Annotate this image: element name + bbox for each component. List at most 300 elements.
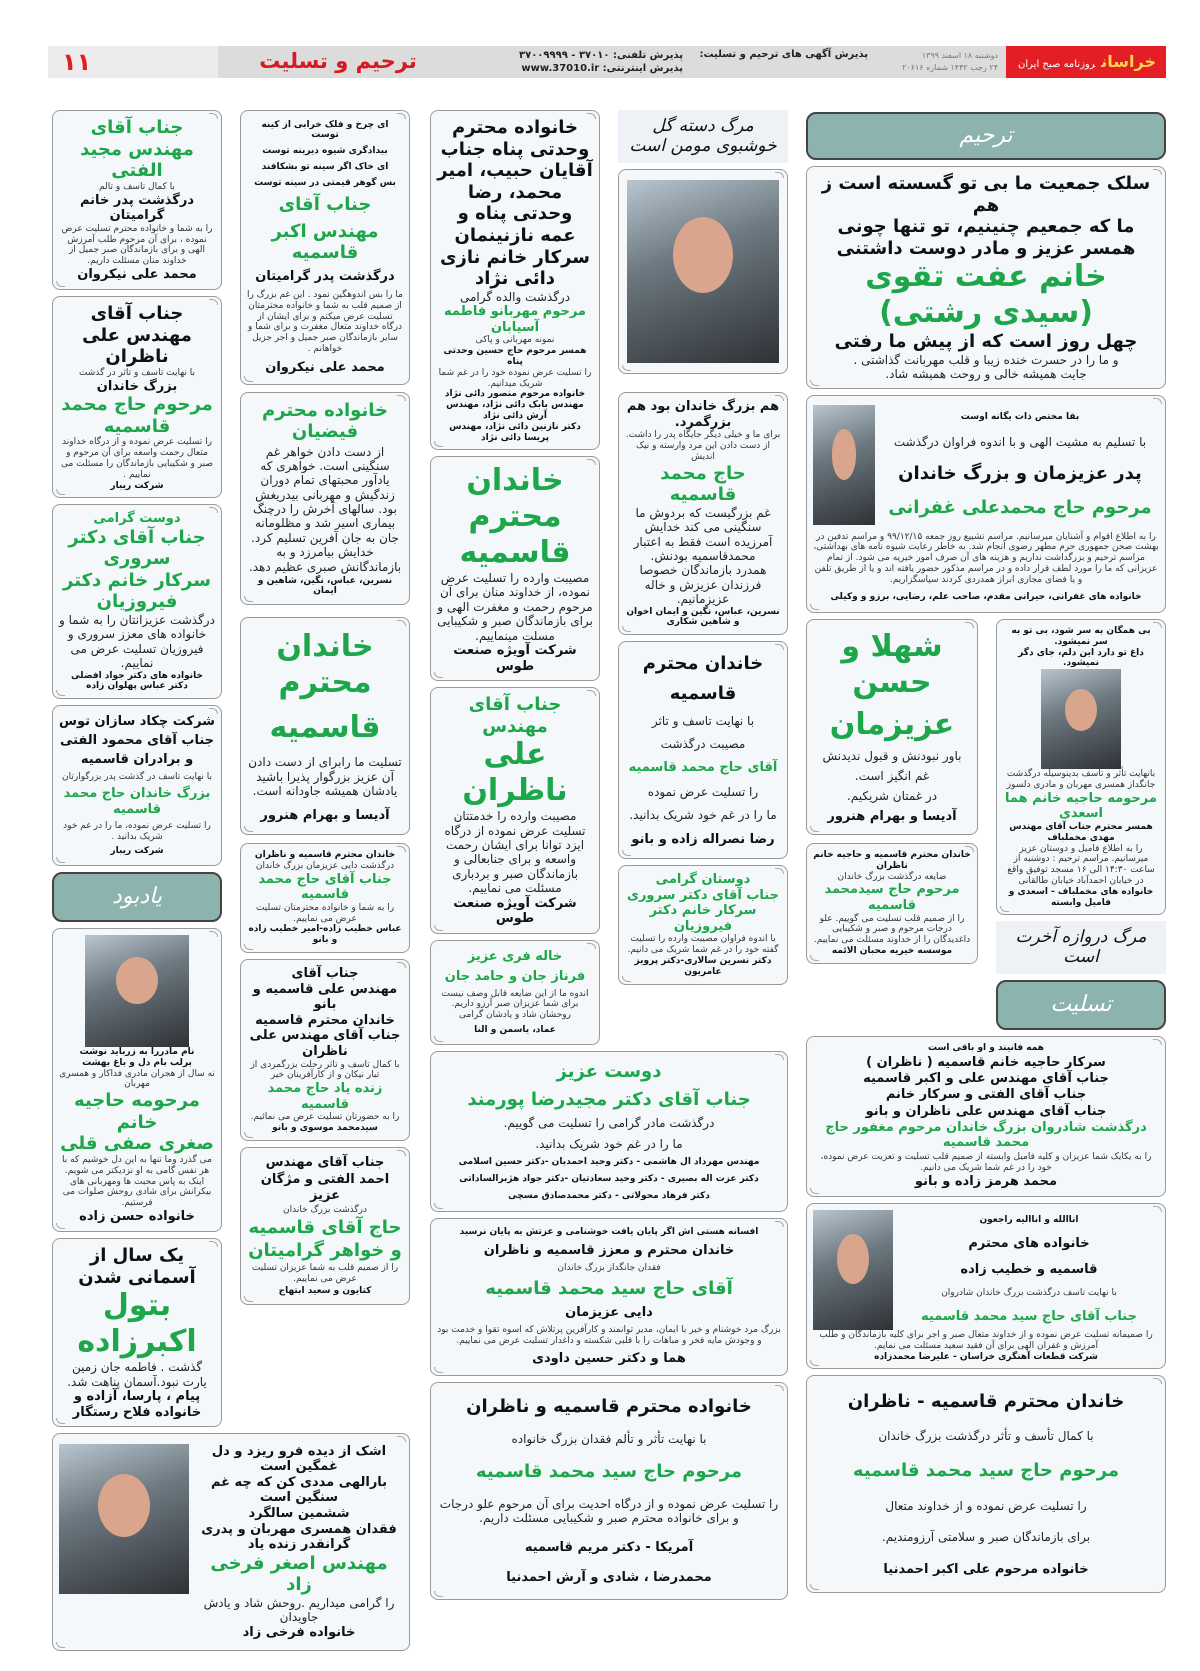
ad-text-line: پیام ، پارسا، آزاده و: [73, 1388, 201, 1404]
condolence-ad: [618, 169, 788, 374]
section-banner: [806, 112, 1166, 160]
deceased-name: بتول اکبرزاده: [77, 1288, 197, 1360]
deceased-name: بزرگ خاندان حاج محمد قاسمیه: [63, 786, 211, 817]
ad-text-line: مصیبت وارده را تسلیت عرض نموده، از خداوند منان برای آن مرحوم رحمت و مغفرت الهی و برای بازماندگان صبر و شکیبایی مسلت مینماییم.: [437, 571, 593, 643]
deceased-name: جناب آقای دکتر سروری: [68, 526, 206, 570]
date-line: دوشنبه ۱۸ اسفند ۱۳۹۹: [921, 51, 998, 60]
deceased-name: جناب آقای دکتر سروری: [627, 887, 779, 903]
flourish-icon: [397, 113, 406, 119]
ad-text-line: را به حضورتان تسلیت عرض می نمائیم.: [250, 1112, 400, 1123]
phone-line: پذیرش تلفنی: ۳۷۰۱۰ - ۳۷۰۰۹۹۹۹: [519, 50, 683, 61]
logo-tagline: روزنامه صبح ایران: [1018, 59, 1096, 70]
ad-text-line: و ما را در حسرت خنده زیبا و قلب مهربانت گذاشتی .: [853, 352, 1119, 367]
condolence-ad: [996, 619, 1166, 915]
flourish-icon: [587, 690, 596, 696]
deceased-name: درگذشت شادروان بزرگ خاندان مرحوم مغفور حاج محمد قاسمیه: [825, 1119, 1147, 1151]
ad-text-line: با نهایت تاسف در گذشت پدر بزرگوارتان: [61, 771, 213, 782]
issue-date: [878, 50, 998, 74]
flourish-icon: [622, 365, 631, 371]
condolence-ad: [430, 687, 600, 934]
ad-text-line: خانواده فلاح رستگار: [72, 1404, 202, 1420]
ad-text-line: همسر عزیز و مادر دوست داشتنی: [836, 237, 1136, 259]
deceased-name: خانواده محترم فیضیان: [262, 399, 388, 443]
flourish-icon: [775, 1221, 784, 1227]
portrait-photo: [813, 405, 875, 525]
quote-panel: [618, 110, 788, 163]
ad-text-line: محمد هرمز زاده و بانو: [914, 1173, 1058, 1189]
flourish-icon: [397, 620, 406, 626]
newspaper-logo: [1006, 46, 1166, 78]
flourish-icon: [775, 868, 784, 874]
deceased-name: مرحوم حاج سیدمحمد قاسمیه: [824, 882, 960, 913]
flourish-icon: [622, 850, 631, 856]
ad-text-line: دکتر عزت اله بصیری - دکتر وحید سعادتیان -دکتر جواد هژبرالساداتی: [459, 1174, 759, 1185]
ad-text-line: اندوه ما از این ضایعه قابل وصف نیست برای شما عزیزان صبر آرزو داریم. روحشان شاد و یادشان گرامی: [441, 988, 589, 1021]
flourish-icon: [434, 1036, 443, 1042]
flourish-icon: [434, 1591, 443, 1597]
condolence-ad: [240, 392, 410, 605]
flourish-icon: [587, 113, 596, 119]
ad-text-line: خانواده مرحوم منصور دائی نژاد: [444, 389, 586, 400]
ad-text-line: همسر مرحوم حاج حسین وحدتی پناه: [443, 346, 587, 367]
flourish-icon: [56, 1418, 65, 1424]
ad-text-line: جایت همیشه خالی و روحت همیشه شاد.: [885, 367, 1087, 382]
ad-text-line: مرگ دسته گل خوشبوی مومن است: [629, 116, 777, 157]
condolence-ad: [430, 1218, 788, 1376]
ad-text-line: در غمتان شریکیم.: [846, 789, 938, 804]
condolence-ad: [240, 959, 410, 1141]
web-line[interactable]: پذیرش اینترنتی: www.37010.ir: [521, 63, 683, 74]
flourish-icon: [622, 976, 631, 982]
deceased-name: آقای حاج سید محمد قاسمیه: [485, 1278, 733, 1300]
condolence-ad: [240, 617, 410, 835]
flourish-icon: [775, 1054, 784, 1060]
deceased-name: جناب آقای: [278, 194, 372, 216]
ad-text-line: خاندان محترم قاسمیه: [255, 1012, 395, 1028]
ad-text-line: شرکت ریبار: [110, 846, 164, 857]
ad-text-line: را تسلیت عرض نموده و از درگاه خداوند متعال رحمت واسعه برای آن مرحوم و صبر و شکیبایی بازماندگان را مسئلت می نماییم .: [60, 437, 214, 480]
ad-text-line: جناب آقای محمود الفتی: [59, 733, 215, 749]
ad-text-line: سلک جمعیت ما بی تو گسسته است ز هم: [821, 173, 1151, 216]
ad-text-line: شرکت قطعات آهنگری خراسان - علیرضا محمدزاده: [874, 1351, 1098, 1362]
flourish-icon: [810, 1584, 819, 1590]
deceased-name: قاسمیه: [269, 709, 381, 745]
flourish-icon: [397, 1436, 406, 1442]
ad-text-line: را به شما و خانواده محترم تسلیت عرض نموده ، برای آن مرحوم طلب آمرزش الهی و برای بازماندگان صبر جمیل از خداوند منان مسئلت داریم.: [61, 223, 213, 267]
flourish-icon: [397, 1150, 406, 1156]
flourish-icon: [209, 507, 218, 513]
ad-text-line: خانواده های غفرانی، حیرانی مقدم، صاحب علم، رضایی، برزو و وکیلی: [830, 592, 1142, 602]
flourish-icon: [397, 846, 406, 852]
deceased-name: سرکار خانم دکتر فیروزیان: [649, 903, 757, 934]
ad-text-line: جناب آقای: [90, 303, 184, 324]
logo-name: خراسان: [1101, 52, 1156, 71]
condolence-ad: [240, 843, 410, 953]
deceased-name: علی ناظران: [462, 737, 568, 809]
ad-text-line: خانواده محترم قاسمیه و ناظران: [466, 1396, 752, 1418]
ad-text-line: فقدان همسری مهربان و پدری: [201, 1521, 397, 1537]
ad-text-line: را از صمیم قلب به شما عزیزان تسلیت عرض می نماییم.: [251, 1263, 399, 1285]
condolence-ad: [806, 1036, 1166, 1197]
ad-text-line: احمد الفتی و مژگان عزیز: [260, 1171, 390, 1203]
ad-text-line: آدیسا و بهرام هنرور: [260, 807, 390, 823]
ad-text-line: بس گوهر قیمتی در سینه توست: [254, 178, 396, 189]
ad-text-line: باور نبودنش و قبول ندیدنش: [822, 748, 962, 763]
ad-text-line: ششمین سالگرد: [248, 1506, 350, 1522]
flourish-icon: [1153, 622, 1162, 628]
ad-text-line: همسر محترم جناب آقای مهندس مهدی مخملباف: [1009, 821, 1153, 843]
issue-number: ۲۴ رجب ۱۴۴۲ شماره ۲۰۶۱۶: [902, 63, 998, 72]
ad-text-line: مهندس مهرداد ال هاشمی - دکتر وحید احمدیان -دکتر حسین اسلامی: [458, 1157, 760, 1168]
ad-text-line: می گذرد وما تنها به این دل خوشیم که با هر نفس گامی به او نزدیکتر می شویم. اینک به پاس محبت ها ومهربانی های بیکرانش برای شادی روحش صلوات می فرستیم.: [61, 1154, 212, 1209]
ad-text-line: هم بزرگ خاندان بود هم بزرگمرد.: [626, 399, 780, 430]
ad-text-line: مهندس علی قاسمیه و بانو: [252, 981, 398, 1013]
ad-text-line: برای ما و خیلی دیگر جایگاه پدر را داشت.: [625, 430, 781, 441]
ad-text-line: موسسه خیریه محبان الائمه: [831, 945, 953, 956]
acceptance-label: پذیرش آگهی های ترحیم و تسلیت:: [699, 49, 868, 60]
ad-text-line: شرکت آویژه صنعت طوس: [453, 642, 577, 674]
deceased-name: مهندس اکبر قاسمیه: [271, 220, 379, 264]
ad-text-line: خاندان محترم و معزز قاسمیه و ناظران: [483, 1242, 735, 1258]
ad-text-line: خانواده مرحوم علی اکبر احمدنیا: [883, 1561, 1089, 1577]
ad-text-line: تسلیت ما رابرای از دست دادن آن عزیز بزرگوار پذیرا باشید یادشان همیشه جاودانه است.: [248, 755, 402, 799]
condolence-ad: [52, 296, 222, 498]
condolence-ad: [240, 1147, 410, 1305]
flourish-icon: [56, 1223, 65, 1229]
ad-text-line: بی همگان به سر شود، بی تو به سر نمیشود.: [1011, 626, 1151, 647]
condolence-ad: [430, 940, 600, 1045]
ad-text-line: خاندان محترم قاسمیه و حاجیه خانم ناظران: [813, 850, 971, 871]
ad-text-line: چهل روز است که از پیش ما رفتی: [834, 331, 1138, 353]
deceased-name: فرناز جان و حامد جان: [444, 968, 586, 984]
condolence-ad: [52, 110, 222, 290]
ad-text-line: بارالهی مددی کن که چه غم سنگین است: [210, 1474, 388, 1506]
ad-text-line: را به یکایک شما عزیزان و کلیه فامیل وابسته از صمیم قلب تسلیت و تعزیت عرض نموده، خود را در غم شما شریک می دانیم.: [820, 1151, 1152, 1173]
ad-text-line: را تسلیت عرض نموده: [647, 785, 759, 800]
deceased-name: خانم عفت تقوی (سیدی رشتی): [865, 259, 1107, 331]
ad-text-line: همه فانیند و او باقی است: [927, 1043, 1045, 1054]
ad-text-line: دکتر عباس پهلوان زاده: [86, 681, 188, 692]
ad-text-line: گذشت . فاطمه جان زمین یارت نبود.آسمان پناهت شد.: [67, 1360, 207, 1389]
ad-text-line: را تسلیت عرض نموده، ما را در غم خود شریک بدانید .: [63, 821, 211, 842]
ad-text-line: با نهایت تاسف درگذشت بزرگ خاندان شادروان: [941, 1288, 1117, 1299]
flourish-icon: [810, 1188, 819, 1194]
ad-text-line: فقدان جانگداز بزرگ خاندان: [557, 1262, 661, 1273]
ad-text-line: دکتر نسرین سالاری-دکتر پرویز عامریون: [634, 955, 772, 977]
condolence-ad: [618, 392, 788, 635]
flourish-icon: [587, 459, 596, 465]
ad-text-line: سیدمحمد موسوی و بانو: [272, 1123, 378, 1134]
flourish-icon: [209, 931, 218, 937]
ad-text-line: با کمال تاسف و تالم: [99, 181, 175, 192]
condolence-ad: [806, 619, 978, 835]
condolence-ad: [52, 1238, 222, 1427]
ad-text-line: شرکت آویژه صنعت طوس: [453, 895, 577, 927]
section-title: ترحیم و تسلیت: [259, 49, 417, 73]
ad-text-line: قاسمیه و خطیب زاده: [960, 1262, 1098, 1278]
ad-text-line: ما که جمعیم چنینیم، تو تنها چونی: [837, 216, 1135, 238]
flourish-icon: [1153, 169, 1162, 175]
deceased-name: خاله فری عزیز: [467, 949, 563, 965]
ad-text-line: با نهایت تاسف و تاثر: [651, 713, 755, 728]
ad-text-line: خانواده های محترم: [968, 1236, 1090, 1252]
ad-text-line: عباس خطیب زاده-امیر خطیب زاده و بانو: [248, 924, 402, 946]
quote-panel: [996, 921, 1166, 974]
flourish-icon: [775, 172, 784, 178]
flourish-icon: [397, 962, 406, 968]
ad-text-line: را صمیمانه تسلیت عرض نموده و از خداوند متعال صبر و اجر برای کلیه بازماندگان و طلب آمرزش و غفران الهی برای آن فقید سعید مسئلت می نمایم.: [819, 1330, 1153, 1351]
ad-text-line: مهندس بابک دائی نژاد، مهندس آرش دائی نژاد: [446, 400, 584, 421]
ad-text-line: خانواده های دکتر جواد افضلی: [71, 670, 203, 681]
ad-text-line: دایی عزیزمان: [565, 1304, 653, 1320]
ad-text-line: درگذشت پدر خانم گرامیتان: [79, 192, 195, 224]
ad-text-line: ما را در غم خود شریک بدانید.: [535, 1136, 683, 1151]
flourish-icon: [244, 1296, 253, 1302]
flourish-icon: [810, 604, 819, 610]
condolence-ad: [430, 456, 600, 681]
ad-text-line: خاندان محترم قاسمیه - ناظران: [847, 1390, 1125, 1412]
ad-text-line: برای بازماندگان صبر و سلامتی آرزومندیم.: [881, 1530, 1091, 1545]
flourish-icon: [775, 395, 784, 401]
ad-text-line: غم بزرگیست که بردوش ما سنگینی می کند خدایش آمرزیده است فقط به اعتبار محمدقاسمیه بودنش.: [633, 505, 773, 563]
ad-text-line: داغ تو دارد این دلم، جای دگر نمیشود.: [1018, 647, 1144, 669]
ad-text-line: درگذشت بزرگ خاندان: [283, 1204, 367, 1215]
condolence-ad: [806, 395, 1166, 613]
condolence-ad: [806, 166, 1166, 389]
ad-text-line: عماد، یاسمن و النا: [474, 1025, 556, 1036]
contact-info: [468, 49, 683, 75]
deceased-name: مهندس مجید الفتی: [80, 138, 194, 182]
flourish-icon: [434, 672, 443, 678]
ad-text-line: درگذشت دایی عزیزمان بزرگ خاندان: [255, 860, 395, 871]
ad-text-line: با کمال تأسف و تأثر درگذشت بزرگ خاندان: [878, 1429, 1094, 1444]
ad-text-line: بزرگ خاندان: [96, 378, 178, 394]
ad-text-line: را به شما و خانواده محترمتان تسلیت عرض می نماییم.: [255, 902, 395, 924]
ad-text-line: آدیسا و بهرام هنرور: [827, 809, 957, 825]
condolence-ad: [618, 865, 788, 985]
flourish-icon: [1000, 906, 1009, 912]
ad-text-line: مهندس علی ناظران: [82, 324, 192, 368]
condolence-ad: [806, 1203, 1166, 1369]
ad-text-line: جناب آقای الفتی و سرکار خانم: [885, 1087, 1087, 1103]
condolence-ad: [52, 504, 222, 699]
flourish-icon: [434, 925, 443, 931]
flourish-icon: [775, 1385, 784, 1391]
page-number: ۱۱: [48, 46, 218, 78]
deceased-name: دوستان گرامی: [655, 872, 751, 887]
ad-text-line: از دست دادن این مرد وارسته و نیک اندیش: [636, 440, 770, 462]
flourish-icon: [209, 113, 218, 119]
ad-text-line: یک سال از آسمانی شدن: [78, 1245, 196, 1288]
ad-text-line: و برادران قاسمیه: [80, 752, 194, 768]
ad-text-line: دکتر نازنین دائی نژاد، مهندس پریسا دائی نژاد: [449, 421, 581, 443]
ad-text-line: را تسلیت عرض نموده و از درگاه احدیت برای آن مرحوم علو درجات و برای خانواده محترم صبر و شکیبایی مسئلت داریم.: [439, 1497, 779, 1526]
portrait-photo: [627, 180, 779, 363]
flourish-icon: [810, 1360, 819, 1366]
ad-text-line: اشک از دیده فرو ریزد و دل غمگین است: [211, 1443, 387, 1475]
ad-text-line: کتایون و سعید ابتهاج: [278, 1286, 372, 1297]
ad-text-line: خانواده های مخملباف - اسعدی و فامیل وابسته: [1008, 886, 1154, 908]
deceased-name: خاندان محترم: [466, 463, 564, 534]
ad-text-line: با تسلیم به مشیت الهی و با اندوه فراوان درگذشت: [893, 435, 1147, 450]
deceased-name: حاج آقای قاسمیه: [248, 1216, 402, 1238]
ad-text-line: را به اطلاع فامیل و دوستان عزیز میرسانیم. مراسم ترحیم : دوشنبه از ساعت ۱۴:۳۰ الی ۱۶ مسجد توفیق واقع در خیابان احمدآباد خیابان طالقانی: [1007, 843, 1155, 886]
deceased-name: صغری صفی قلی: [60, 1133, 214, 1155]
page-header: [48, 46, 1166, 78]
ad-text-line: ما را بس اندوهگین نمود . این غم بزرگ را از صمیم قلب به شما و خانواده محترمتان تسلیت عرض میکنم و برای ایشان از درگاه خداوند متعال مغفرت و برای شما و سایر بازماندگان صبر جمیل و اجر جزیل خواهانم .: [247, 289, 403, 354]
ad-text-line: نه سال از هجران مادری فداکار و همسری مهربان: [59, 1068, 215, 1090]
deceased-name: شهلا و حسن: [841, 628, 943, 700]
deceased-name: مرحومه حاجیه خانم هما اسعدی: [1005, 790, 1157, 822]
ad-text-line: با کمال تاسف و تاثر رحلت بزرگمردی از تبار نیکان و از کارآفرینان خیر: [250, 1059, 400, 1081]
deceased-name: مرحوم حاج سید محمد قاسمیه: [852, 1460, 1120, 1482]
flourish-icon: [810, 826, 819, 832]
ad-text-line: بقا مختص ذات یگانه اوست: [960, 411, 1080, 422]
ad-text-line: محمد علی نیکروان: [265, 359, 385, 375]
ad-text-line: را از صمیم قلب تسلیت می گوییم. علو درجات مرحوم و صبر و شکیبایی داغدیدگان را از خداوند مسئلت می نماییم.: [813, 913, 971, 946]
ad-text-line: افسانه هستی اش اگر پایان یافت خوشنامی و عزتش به پایان نرسید: [459, 1227, 759, 1238]
section-banner: [996, 980, 1166, 1030]
flourish-icon: [810, 380, 819, 386]
flourish-icon: [587, 943, 596, 949]
ad-text-line: مصیبت وارده را خدمتتان تسلیت عرض نموده از درگاه ایزد توانا برای ایشان رحمت واسعه و برای جنابعالی و بازماندگان صبر و بردباری مسئلت می نماییم.: [444, 809, 586, 896]
deceased-name: عزیزمان: [829, 706, 955, 742]
ad-text-line: تسلیت: [1050, 991, 1112, 1017]
deceased-name: مرحوم حاج محمد قاسمیه: [61, 394, 213, 437]
ad-text-line: شرکت چکاد سازان توس: [59, 713, 215, 729]
flourish-icon: [244, 944, 253, 950]
ad-text-line: جناب آقای مهندس علی ناظران و بانو: [865, 1103, 1107, 1119]
flourish-icon: [209, 708, 218, 714]
portrait-photo: [85, 935, 189, 1047]
condolence-ad: [430, 110, 600, 450]
deceased-name: مهندس اصغر فرخی زاد: [210, 1552, 388, 1596]
portrait-photo: [59, 1444, 189, 1594]
ad-text-line: شرکت ریبار: [110, 480, 164, 491]
deceased-name: حاج محمد قاسمیه: [660, 462, 746, 506]
ad-text-line: ترحیم: [959, 122, 1013, 148]
deceased-name: سرکار خانم دکتر فیروزیان: [63, 569, 211, 613]
ad-text-line: از دست دادن خواهر غم سنگینی است. خواهری که یادآور محبتهای تمام دوران زندگیش و مهربانی بیدریغش بود. سالهای آخرش را درچنگ بیماری اسیر شد و مظلومانه جان به جان آفرین تسلیم کرد. خدایش بیامرزد و به بازماندگانش صبری عظیم دهد.: [248, 444, 402, 574]
ad-text-line: ضایعه درگذشت بزرگ خاندان: [837, 871, 947, 882]
ad-text-line: سرکار حاجیه خانم قاسمیه ( ناظران ): [866, 1054, 1106, 1070]
condolence-ad: [52, 705, 222, 866]
ad-text-line: مرگ دروازه آخرت است: [1015, 927, 1147, 968]
flourish-icon: [56, 690, 65, 696]
portrait-photo: [1041, 669, 1121, 769]
deceased-name: خاندان محترم: [276, 628, 374, 700]
condolence-ad: [430, 1051, 788, 1212]
flourish-icon: [434, 1367, 443, 1373]
deceased-name: مرحوم حاج سید محمد قاسمیه: [475, 1461, 743, 1482]
ad-text-line: اناالله و اناالیه راجعون: [979, 1215, 1079, 1226]
flourish-icon: [56, 489, 65, 495]
ad-text-line: نسرین، عباس، نگین و ایمان اخوان و شاهین شکاری: [626, 606, 780, 628]
condolence-ad: [430, 1382, 788, 1600]
ad-text-line: درگذشت پدر گرامیتان: [255, 269, 395, 285]
condolence-ad: [240, 110, 410, 385]
ad-text-line: با نهایت تأثر و تألم فقدان بزرگ خانواده: [511, 1432, 707, 1447]
flourish-icon: [1153, 1206, 1162, 1212]
flourish-icon: [209, 299, 218, 305]
flourish-icon: [965, 846, 974, 852]
deceased-name: مرحومه حاجیه خانم: [74, 1090, 200, 1133]
condolence-ad: [806, 1375, 1166, 1593]
flourish-icon: [1153, 398, 1162, 404]
ad-text-line: با اندوه فراوان مصیبت وارده را تسلیت گفته خود را در غم شما شریک می دانیم.: [627, 934, 779, 956]
flourish-icon: [244, 1132, 253, 1138]
deceased-name: زنده یاد حاج محمد قاسمیه: [267, 1081, 383, 1112]
ad-text-line: غم انگیز است.: [854, 768, 930, 783]
ad-text-line: آمریکا - دکتر مریم قاسمیه: [524, 1540, 694, 1556]
deceased-name: مرحوم مهربانو فاطمه آسیابان: [444, 304, 586, 335]
ad-text-line: درگذشت والده گرامی: [459, 289, 571, 304]
flourish-icon: [1153, 1378, 1162, 1384]
ad-text-line: نمونه مهربانی و پاکی: [475, 335, 555, 346]
ad-text-line: خانواده حسن زاده: [79, 1208, 195, 1224]
condolence-ad: [52, 928, 222, 1232]
ad-text-line: را به اطلاع اقوام و آشنایان میرسانیم. مراسم تشییع روز جمعه ۹۹/۱۲/۱۵ و مراسم تدفین در بهشت صحن جمهوری حرم مطهر رضوی انجام شد. به خاطر رعایت شیوه نامه های بهداشتی، مراسم ترحیم و بزرگداشت نداریم و هزینه های آن صرف امور خیریه می شود. از تمام عزیزانی که ما را مورد لطف قرار داده و در مراسم مذکور حضور یافته اند و یا از طریق تلفن و یا فضای مجازی ابراز همدردی کردند سپاسگزاریم.: [813, 531, 1159, 585]
ad-text-line: بیدادگری شیوه دیرینه توست: [262, 146, 388, 157]
ad-text-line: جناب آقای مهندس علی ناظران: [249, 1028, 401, 1059]
ad-text-line: یادبود: [112, 883, 162, 909]
deceased-name: جناب آقای دکتر مجیدرضا پورمند: [467, 1088, 751, 1110]
flourish-icon: [810, 955, 819, 961]
deceased-name: آقای حاج محمد قاسمیه: [628, 760, 778, 776]
flourish-icon: [56, 281, 65, 287]
ad-text-line: جناب آقای مهندس: [265, 1154, 385, 1170]
condolence-ad: [618, 641, 788, 859]
flourish-icon: [209, 1241, 218, 1247]
ad-text-line: دکتر فرهاد محولاتی - دکتر محمدصادق مسچی: [508, 1191, 710, 1202]
ad-text-line: جناب آقای: [291, 966, 359, 981]
deceased-name: دوست گرامی: [93, 511, 181, 526]
flourish-icon: [1153, 1039, 1162, 1045]
deceased-name: جناب آقای مهندس: [468, 694, 562, 737]
ad-text-line: هما و دکتر حسین داودی: [532, 1351, 686, 1367]
deceased-name: و خواهر گرامیتان: [248, 1240, 402, 1262]
flourish-icon: [622, 626, 631, 632]
deceased-name: جناب آقای: [90, 117, 184, 138]
ad-text-line: ای خاک اگر سینه تو بشکافند: [261, 162, 389, 173]
ad-text-line: رضا نصراله زاده و بانو: [631, 831, 775, 847]
flourish-icon: [397, 395, 406, 401]
flourish-icon: [56, 1642, 65, 1648]
flourish-icon: [244, 376, 253, 382]
flourish-icon: [434, 441, 443, 447]
flourish-icon: [244, 596, 253, 602]
flourish-icon: [244, 826, 253, 832]
condolence-ad: [806, 843, 978, 964]
ad-text-line: درگذشت مادر گرامی را تسلیت می گوییم.: [503, 1116, 715, 1131]
condolence-ad: [52, 1433, 410, 1651]
ad-text-line: محمد علی نیکروان: [77, 266, 197, 282]
ad-text-line: قاسمیه: [669, 683, 737, 705]
ad-text-line: بانهایت تأثر و تأسف بدینوسیله درگذشت جانگداز همسری مهربان و مادری دلسوز: [1006, 769, 1156, 790]
ad-text-line: همدرد بازماندگان خصوصا فرزندان عزیزش و خاله عزیزمانیم.: [639, 563, 767, 607]
portrait-photo: [813, 1210, 893, 1330]
deceased-name: دوست عزیز: [556, 1061, 662, 1083]
flourish-icon: [434, 1203, 443, 1209]
ad-text-line: خاندان محترم: [642, 652, 764, 674]
ad-text-line: خانواده فرخی زاد: [242, 1624, 356, 1640]
deceased-name: جناب آقای حاج محمد قاسمیه: [258, 871, 392, 903]
ad-text-line: نسرین، عباس، نگین، شاهین و ایمان: [257, 575, 393, 597]
ad-text-line: نام مادررا به زربايد نوشت: [79, 1047, 195, 1057]
deceased-name: جناب آقای حاج سید محمد قاسمیه: [921, 1309, 1137, 1325]
section-banner: [52, 872, 222, 922]
ad-text-line: گرانقدر زنده یاد: [247, 1537, 351, 1553]
